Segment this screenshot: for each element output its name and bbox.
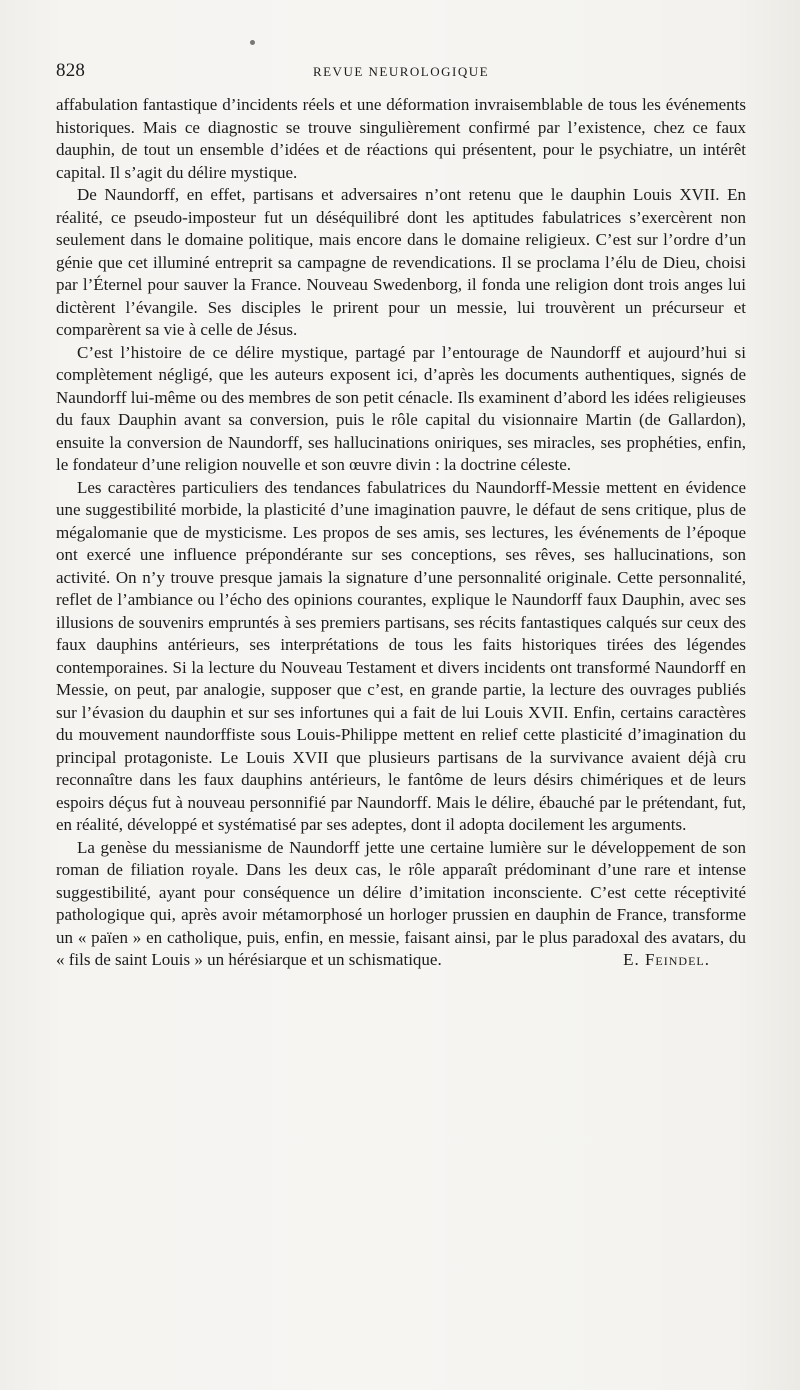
page-header [56, 60, 746, 84]
page-number: 828 [56, 60, 86, 81]
paragraph-3: C’est l’histoire de ce délire mystique, partagé par l’entourage de Naundorff et aujourd’hui si complètement négligé, que les auteurs exposent ici, d’après les documents authentiques, signés de Naundorff lui-même ou des membres de son petit cénacle. Ils examinent d’abord les idées religieuses du faux Dauphin avant sa conversion, puis le rôle capital du visionnaire Martin (de Gallardon), ensuite la conversion de Naundorff, ses hallucinations oniriques, ses miracles, ses prophéties, enfin, le fondateur d’une religion nouvelle et son œuvre divin : la doctrine céleste. [56, 342, 746, 474]
running-head: REVUE NEUROLOGIQUE [312, 64, 490, 79]
paragraph-1: affabulation fantastique d’incidents réels et une déformation invraisemblable de tous les événements historiques. Mais ce diagnostic se trouve singulièrement confirmé par l’existence, chez ce faux dauphin, de tout un ensemble d’idées et de réactions qui présentent, pour le psychiatre, un intérêt capital. Il s’agit du délire mystique. [56, 95, 746, 182]
page-mark [250, 40, 255, 45]
article-body [56, 94, 746, 972]
author-signature: E. Feindel. [623, 950, 710, 969]
paragraph-2: De Naundorff, en effet, partisans et adversaires n’ont retenu que le dauphin Louis XVII. En réalité, ce pseudo-imposteur fut un déséquilibré dont les aptitudes fabulatrices s’exercèrent non seulement dans le domaine politique, mais encore dans le domaine religieux. C’est sur l’ordre d’un génie que cet illuminé entreprit sa campagne de revendications. Il se proclama l’élu de Dieu, choisi par l’Éternel pour sauver la France. Nouveau Swedenborg, il fonda une religion dont trois anges lui dictèrent l’évangile. Ses disciples le prirent pour un messie, lui trouvèrent un précurseur et comparèrent sa vie à celle de Jésus. [56, 185, 746, 339]
paragraph-5-text: La genèse du messianisme de Naundorff jette une certaine lumière sur le développement de son roman de filiation royale. Dans les deux cas, le rôle apparaît prédominant d’une rare et intense suggestibilité, ayant pour conséquence un délire d’imitation inconsciente. C’est cette réceptivité pathologique qui, après avoir métamorphosé un horloger prussien en dauphin de France, transforme un « païen » en catholique, puis, enfin, en messie, faisant ainsi, par le plus paradoxal des avatars, du « fils de saint Louis » un hérésiarque et un schismatique. [56, 837, 746, 969]
paragraph-4: Les caractères particuliers des tendances fabulatrices du Naundorff-Messie mettent en évidence une suggestibilité morbide, la plasticité d’une imagination pauvre, le défaut de sens critique, plus de mégalomanie que de mysticisme. Les propos de ses amis, ses lectures, les événements de l’époque ont exercé une influence prépondérante sur ses conceptions, ses rêves, ses hallucinations, son activité. On n’y trouve presque jamais la signature d’une personnalité originale. Cette personnalité, reflet de l’ambiance ou l’écho des opinions courantes, explique le Naundorff faux Dauphin, avec ses illusions de souvenirs empruntés à ses premiers partisans, ses récits fantastiques calqués sur ceux des faux dauphins antérieurs, ses interprétations de tous les faits historiques tirées des légendes contemporaines. Si la lecture du Nouveau Testament et divers incidents ont transformé Naundorff en Messie, on peut, par analogie, supposer que c’est, en grande partie, la lecture des ouvrages publiés sur l’évasion du dauphin et sur ses infortunes qui a fait de lui Louis XVII. Enfin, certains caractères du mouvement naundorffiste sous Louis-Philippe mettent en relief cette plasticité d’imagination du principal protagoniste. Le Louis XVII que plusieurs partisans de la survivance avaient déjà cru reconnaître dans les faux dauphins antérieurs, le fantôme de leurs désirs chimériques et de leurs espoirs déçus fut à nouveau personnifié par Naundorff. Mais le délire, ébauché par le prétendant, fut, en réalité, développé et systématisé par ses adeptes, dont il adopta docilement les arguments. [56, 477, 746, 834]
paragraph-5 [56, 837, 746, 972]
